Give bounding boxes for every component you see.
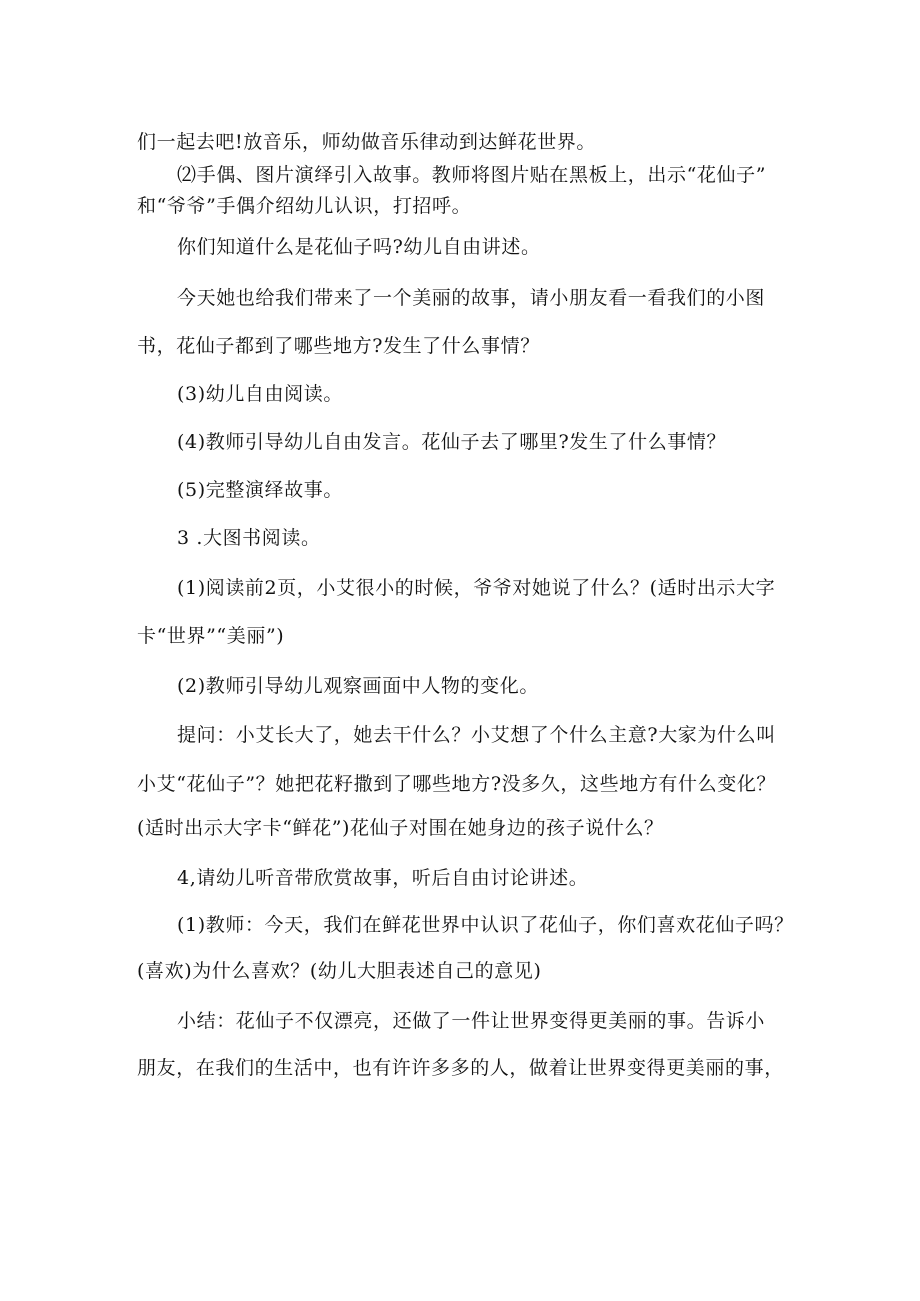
text-line: (适时出示大字卡“鲜花”)花仙子对围在她身边的孩子说什么？ [137,817,664,839]
text-line: 提问：小艾长大了，她去干什么？小艾想了个什么主意?大家为什么叫 [177,724,776,746]
text-line: (3)幼儿自由阅读。 [177,383,343,405]
text-line: (1)阅读前2页，小艾很小的时候，爷爷对她说了什么？(适时出示大字 [177,577,776,599]
text-line: 朋友，在我们的生活中，也有许许多多的人，做着让世界变得更美丽的事， [137,1057,784,1079]
text-line: 4,请幼儿听音带欣赏故事，听后自由讨论讲述。 [177,867,589,889]
text-line: ⑵手偶、图片演绎引入故事。教师将图片贴在黑板上，出示“花仙子” [177,164,767,186]
text-line: (4)教师引导幼儿自由发言。花仙子去了哪里?发生了什么事情？ [177,431,727,453]
text-line: 你们知道什么是花仙子吗?幼儿自由讲述。 [177,236,541,258]
text-line: 卡“世界”“美丽”) [137,625,285,647]
text-line: 书，花仙子都到了哪些地方?发生了什么事情？ [137,335,540,357]
text-line: 小艾“花仙子”？她把花籽撒到了哪些地方?没多久，这些地方有什么变化？ [137,773,777,795]
text-line: 和“爷爷”手偶介绍幼儿认识，打招呼。 [137,195,472,217]
text-line: 们一起去吧!放音乐，师幼做音乐律动到达鲜花世界。 [137,131,597,153]
text-line: (喜欢)为什么喜欢？(幼儿大胆表述自己的意见) [137,960,542,982]
text-line: 3 .大图书阅读。 [177,527,321,549]
text-line: (5)完整演绎故事。 [177,479,343,501]
text-line: 小结：花仙子不仅漂亮，还做了一件让世界变得更美丽的事。告诉小 [177,1010,766,1032]
text-line: (2)教师引导幼儿观察画面中人物的变化。 [177,675,539,697]
text-line: (1)教师：今天，我们在鲜花世界中认识了花仙子，你们喜欢花仙子吗？ [177,914,794,936]
text-line: 今天她也给我们带来了一个美丽的故事，请小朋友看一看我们的小图 [177,287,766,309]
